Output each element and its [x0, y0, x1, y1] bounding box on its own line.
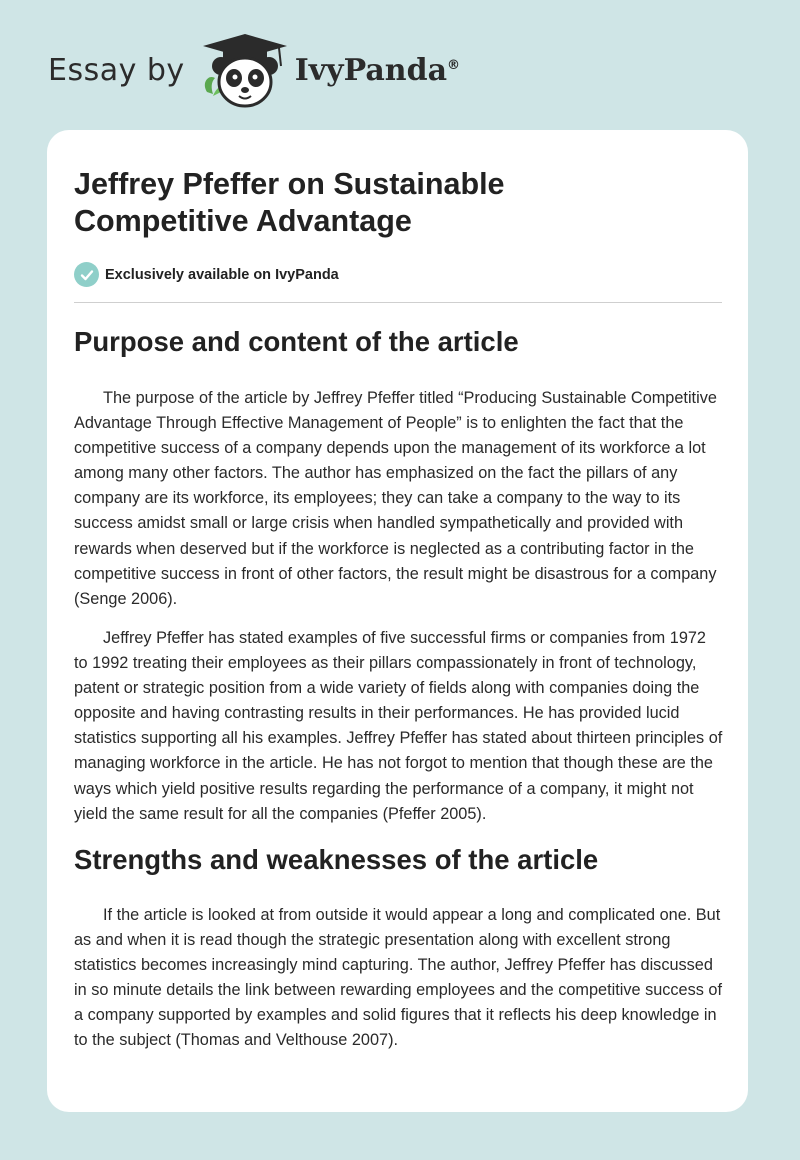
paragraph: Jeffrey Pfeffer has stated examples of five successful firms or companies from 1972 to 1992 treating their employees as their pillars compassionately in front of technology, patent or strategic position from a wide variety of fields along with companies doing the opposite and having contrasting results in their performances. He has provided lucid statistics supporting all his examples. Jeffrey Pfeffer has stated about thirteen principles of managing workforce in the article. He has not forgot to mention that though these are the ways which yield positive results regarding the performance of a company, it might not yield the same result for all the companies (Pfeffer 2005). — [74, 629, 723, 823]
essay-by-label: Essay by — [48, 52, 185, 88]
exclusive-badge — [74, 262, 339, 287]
check-icon — [74, 262, 99, 287]
paragraph: If the article is looked at from outside it would appear a long and complicated one. But as and when it is read though the strategic presentation along with excellent strong statistics becomes increasingly mind capturing. The author, Jeffrey Pfeffer has discussed in so minute details the link between rewarding employees and the competitive success of a company supported by examples and solid figures that it reflects his deep knowledge in to the subject (Thomas and Velthouse 2007). — [74, 906, 722, 1050]
article-title: Jeffrey Pfeffer on Sustainable Competitive Advantage — [74, 167, 505, 238]
article-card — [47, 130, 748, 1112]
section-heading: Purpose and content of the article — [74, 326, 519, 357]
badge-text: Exclusively available on IvyPanda — [105, 266, 339, 283]
panda-logo-icon[interactable] — [199, 30, 291, 110]
divider — [74, 302, 722, 303]
site-header — [48, 30, 460, 110]
paragraph: The purpose of the article by Jeffrey Pfeffer titled “Producing Sustainable Competitive Advantage Through Effective Management of People” is to enlighten the fact that the competitive success of a company depends upon the management of its workforce a lot among many other factors. The author has emphasized on the fact the pillars of any company are its workforce, its employees; they can take a company to the way to its success amidst small or large crisis when handled sympathetically and provided with rewards when deserved but if the workforce is neglected as a contributing factor in the competitive success in front of other factors, the result might be disastrous for a company (Senge 2006). — [74, 389, 717, 608]
section-heading: Strengths and weaknesses of the article — [74, 844, 599, 875]
brand-name[interactable]: IvyPanda® — [294, 52, 461, 88]
